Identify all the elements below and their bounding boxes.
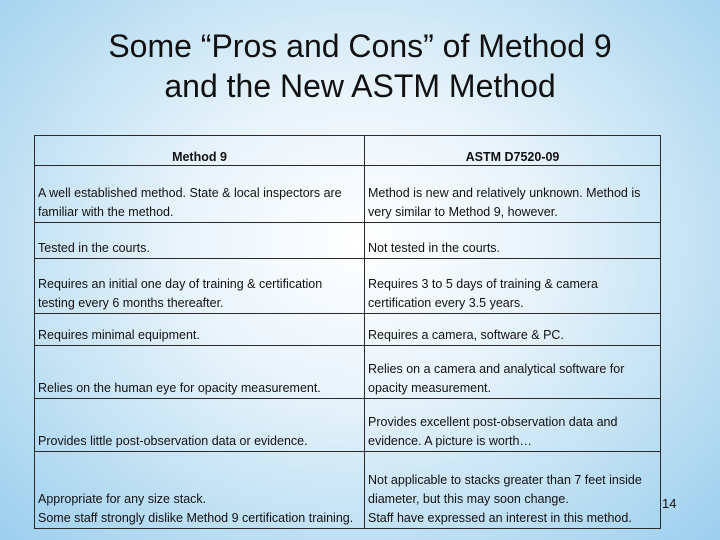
slide-title xyxy=(0,26,720,106)
cell-astm: Requires a camera, software & PC. xyxy=(365,314,661,346)
cell-astm: Provides excellent post-observation data and evidence. A picture is worth… xyxy=(365,399,661,452)
page-number: 14 xyxy=(662,496,677,511)
cell-astm xyxy=(365,452,661,529)
cell-line: Staff have expressed an interest in this method. xyxy=(368,511,632,525)
header-astm: ASTM D7520-09 xyxy=(365,136,661,166)
table-row xyxy=(35,314,661,346)
table-row xyxy=(35,346,661,399)
cell-astm: Not tested in the courts. xyxy=(365,223,661,259)
table-row xyxy=(35,166,661,223)
table-row xyxy=(35,259,661,314)
table-row xyxy=(35,399,661,452)
cell-method9: Relies on the human eye for opacity measurement. xyxy=(35,346,365,399)
cell-astm: Requires 3 to 5 days of training & camera certification every 3.5 years. xyxy=(365,259,661,314)
comparison-table xyxy=(34,135,661,529)
cell-method9 xyxy=(35,452,365,529)
cell-method9: Requires an initial one day of training & certification testing every 6 months thereafter. xyxy=(35,259,365,314)
cell-line: Appropriate for any size stack. xyxy=(38,492,207,506)
title-line-2: and the New ASTM Method xyxy=(164,68,556,104)
title-line-1: Some “Pros and Cons” of Method 9 xyxy=(108,28,612,64)
cell-line: Not applicable to stacks greater than 7 feet inside diameter, but this may soon change. xyxy=(368,473,642,506)
header-method-9: Method 9 xyxy=(35,136,365,166)
table-row xyxy=(35,452,661,529)
table-header-row xyxy=(35,136,661,166)
table-row xyxy=(35,223,661,259)
cell-method9: Requires minimal equipment. xyxy=(35,314,365,346)
cell-method9: Tested in the courts. xyxy=(35,223,365,259)
cell-method9: Provides little post-observation data or evidence. xyxy=(35,399,365,452)
cell-astm: Method is new and relatively unknown. Method is very similar to Method 9, however. xyxy=(365,166,661,223)
cell-astm: Relies on a camera and analytical software for opacity measurement. xyxy=(365,346,661,399)
cell-method9: A well established method. State & local inspectors are familiar with the method. xyxy=(35,166,365,223)
cell-line: Some staff strongly dislike Method 9 certification training. xyxy=(38,511,354,525)
